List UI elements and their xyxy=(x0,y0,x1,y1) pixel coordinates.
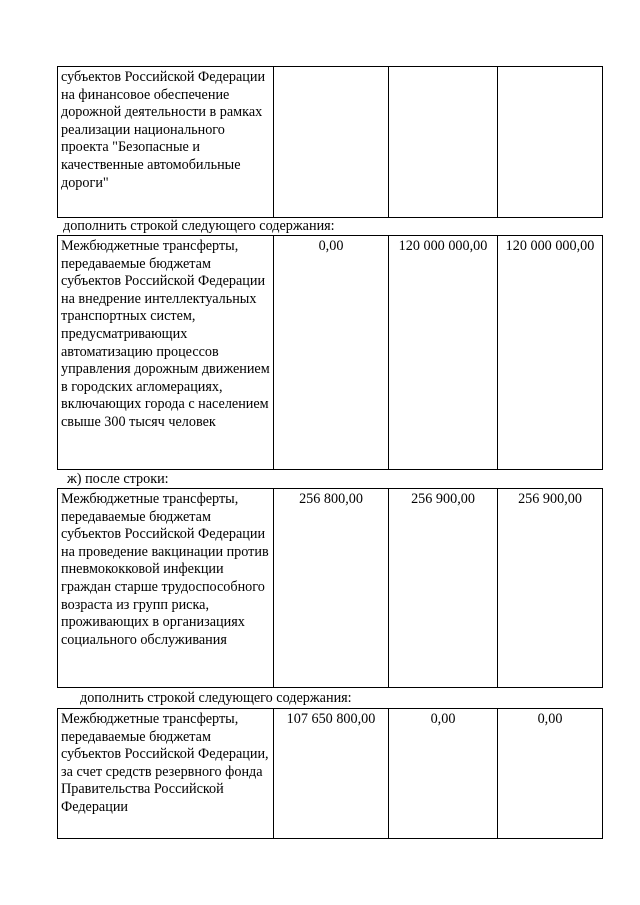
value-cell: 0,00 xyxy=(274,236,389,470)
value-cell: 107 650 800,00 xyxy=(274,709,389,839)
caption: дополнить строкой следующего содержания: xyxy=(63,218,335,234)
value-cell: 120 000 000,00 xyxy=(498,236,603,470)
row-label: Межбюджетные трансферты, передаваемые бюджетам субъектов Российской Федерации на внедрение интеллектуальных транспортных систем, предусматривающих автоматизацию процессов управления дорожным движением в городских агломерациях, включающих города с населением свыше 300 тысяч человек xyxy=(58,236,274,470)
row-label: субъектов Российской Федерации на финансовое обеспечение дорожной деятельности в рамках реализации национального проекта "Безопасные и качественные автомобильные дороги" xyxy=(58,67,274,218)
table-row xyxy=(58,489,603,688)
table-row xyxy=(58,236,603,470)
value-cell: 0,00 xyxy=(389,709,498,839)
value-cell xyxy=(389,67,498,218)
table-block-1 xyxy=(57,66,603,218)
value-cell xyxy=(498,67,603,218)
value-cell: 256 900,00 xyxy=(498,489,603,688)
value-cell xyxy=(274,67,389,218)
row-label: Межбюджетные трансферты, передаваемые бюджетам субъектов Российской Федерации на проведение вакцинации против пневмококковой инфекции граждан старше трудоспособного возраста из групп риска, проживающих в организациях социального обслуживания xyxy=(58,489,274,688)
caption: дополнить строкой следующего содержания: xyxy=(80,690,352,706)
row-label: Межбюджетные трансферты, передаваемые бюджетам субъектов Российской Федерации, за счет средств резервного фонда Правительства Российской Федерации xyxy=(58,709,274,839)
table-block-3 xyxy=(57,488,603,688)
value-cell: 120 000 000,00 xyxy=(389,236,498,470)
table-row xyxy=(58,709,603,839)
value-cell: 256 900,00 xyxy=(389,489,498,688)
table-row xyxy=(58,67,603,218)
value-cell: 256 800,00 xyxy=(274,489,389,688)
value-cell: 0,00 xyxy=(498,709,603,839)
table-block-2 xyxy=(57,235,603,470)
caption: ж) после строки: xyxy=(67,471,169,487)
table-block-4 xyxy=(57,708,603,839)
